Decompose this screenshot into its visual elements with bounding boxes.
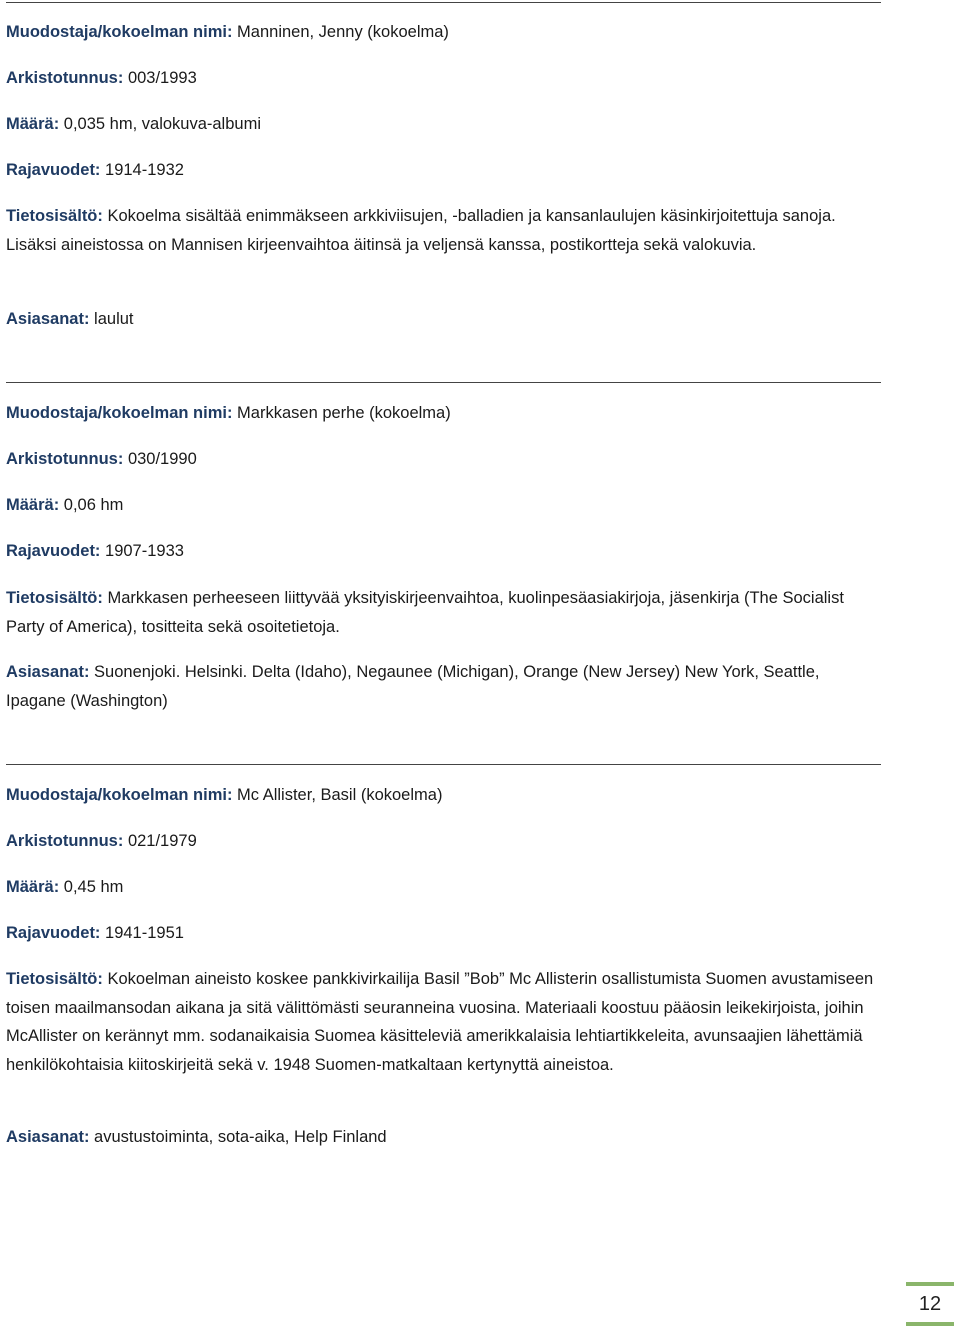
page-number: 12 bbox=[906, 1282, 954, 1326]
years-field bbox=[6, 156, 876, 185]
archive-id-field bbox=[6, 827, 876, 856]
keywords-value: avustustoiminta, sota-aika, Help Finland bbox=[94, 1128, 387, 1146]
content-value: Kokoelma sisältää enimmäkseen arkkiviisujen, -balladien ja kansanlaulujen käsinkirjoitettuja sanoja. Lisäksi aineistossa on Mannisen kirjeenvaihtoa äitinsä ja veljensä kanssa, postikortteja sekä valokuvia. bbox=[6, 207, 836, 254]
years-field bbox=[6, 919, 876, 948]
amount-field bbox=[6, 873, 876, 902]
keywords-field bbox=[6, 305, 876, 334]
amount-field bbox=[6, 491, 876, 520]
amount-value: 0,06 hm bbox=[63, 496, 124, 514]
keywords-value: laulut bbox=[94, 310, 134, 328]
amount-label: Määrä: bbox=[6, 496, 60, 514]
archive-id-field bbox=[6, 64, 876, 93]
amount-label: Määrä: bbox=[6, 878, 60, 896]
creator-field bbox=[6, 18, 876, 47]
years-value: 1907-1933 bbox=[105, 542, 184, 560]
content-field bbox=[6, 965, 876, 1079]
archive-id-value: 003/1993 bbox=[127, 69, 197, 87]
years-value: 1914-1932 bbox=[105, 161, 184, 179]
years-value: 1941-1951 bbox=[105, 924, 184, 942]
creator-label: Muodostaja/kokoelman nimi: bbox=[6, 404, 233, 422]
archive-id-label: Arkistotunnus: bbox=[6, 832, 124, 850]
creator-value: Manninen, Jenny (kokoelma) bbox=[237, 23, 449, 41]
content-value: Markkasen perheeseen liittyvää yksityiskirjeenvaihtoa, kuolinpesäasiakirjoja, jäsenkirja (The Socialist Party of America), tositteita sekä osoitetietoja. bbox=[6, 589, 844, 636]
amount-value: 0,45 hm bbox=[63, 878, 124, 896]
archive-id-value: 021/1979 bbox=[127, 832, 197, 850]
creator-value: Markkasen perhe (kokoelma) bbox=[237, 404, 451, 422]
keywords-label: Asiasanat: bbox=[6, 663, 90, 681]
keywords-field bbox=[6, 658, 876, 715]
archive-id-label: Arkistotunnus: bbox=[6, 450, 124, 468]
amount-value: 0,035 hm, valokuva-albumi bbox=[63, 115, 261, 133]
creator-label: Muodostaja/kokoelman nimi: bbox=[6, 23, 233, 41]
record-top-rule bbox=[6, 2, 881, 3]
amount-field bbox=[6, 110, 876, 139]
amount-label: Määrä: bbox=[6, 115, 60, 133]
keywords-value: Suonenjoki. Helsinki. Delta (Idaho), Negaunee (Michigan), Orange (New Jersey) New York, Seattle, Ipagane (Washington) bbox=[6, 663, 820, 710]
content-field bbox=[6, 202, 876, 259]
years-label: Rajavuodet: bbox=[6, 161, 101, 179]
creator-label: Muodostaja/kokoelman nimi: bbox=[6, 786, 233, 804]
keywords-label: Asiasanat: bbox=[6, 1128, 90, 1146]
content-label: Tietosisältö: bbox=[6, 207, 103, 225]
keywords-field bbox=[6, 1123, 876, 1152]
record-separator-rule bbox=[6, 382, 881, 383]
record-separator-rule bbox=[6, 764, 881, 765]
years-label: Rajavuodet: bbox=[6, 542, 101, 560]
creator-value: Mc Allister, Basil (kokoelma) bbox=[237, 786, 443, 804]
keywords-label: Asiasanat: bbox=[6, 310, 90, 328]
creator-field bbox=[6, 399, 876, 428]
content-value: Kokoelman aineisto koskee pankkivirkailija Basil ”Bob” Mc Allisterin osallistumista Suomen avustamiseen toisen maailmansodan aikana ja sitä välittömästi seuranneina vuosina. Materiaali koostuu pääosin leikekirjoista, joihin McAllister on kerännyt mm. sodanaikaisia Suomea käsitteleviä amerikkalaisia lehtiartikkeleita, avunsaajien lähettämiä henkilökohtaisia kiitoskirjeitä sekä v. 1948 Suomen-matkaltaan kertynyttä aineistoa. bbox=[6, 970, 874, 1074]
content-label: Tietosisältö: bbox=[6, 589, 103, 607]
archive-id-label: Arkistotunnus: bbox=[6, 69, 124, 87]
creator-field bbox=[6, 781, 876, 810]
content-field bbox=[6, 584, 876, 641]
years-label: Rajavuodet: bbox=[6, 924, 101, 942]
archive-id-field bbox=[6, 445, 876, 474]
archive-id-value: 030/1990 bbox=[127, 450, 197, 468]
years-field bbox=[6, 537, 876, 566]
content-label: Tietosisältö: bbox=[6, 970, 103, 988]
